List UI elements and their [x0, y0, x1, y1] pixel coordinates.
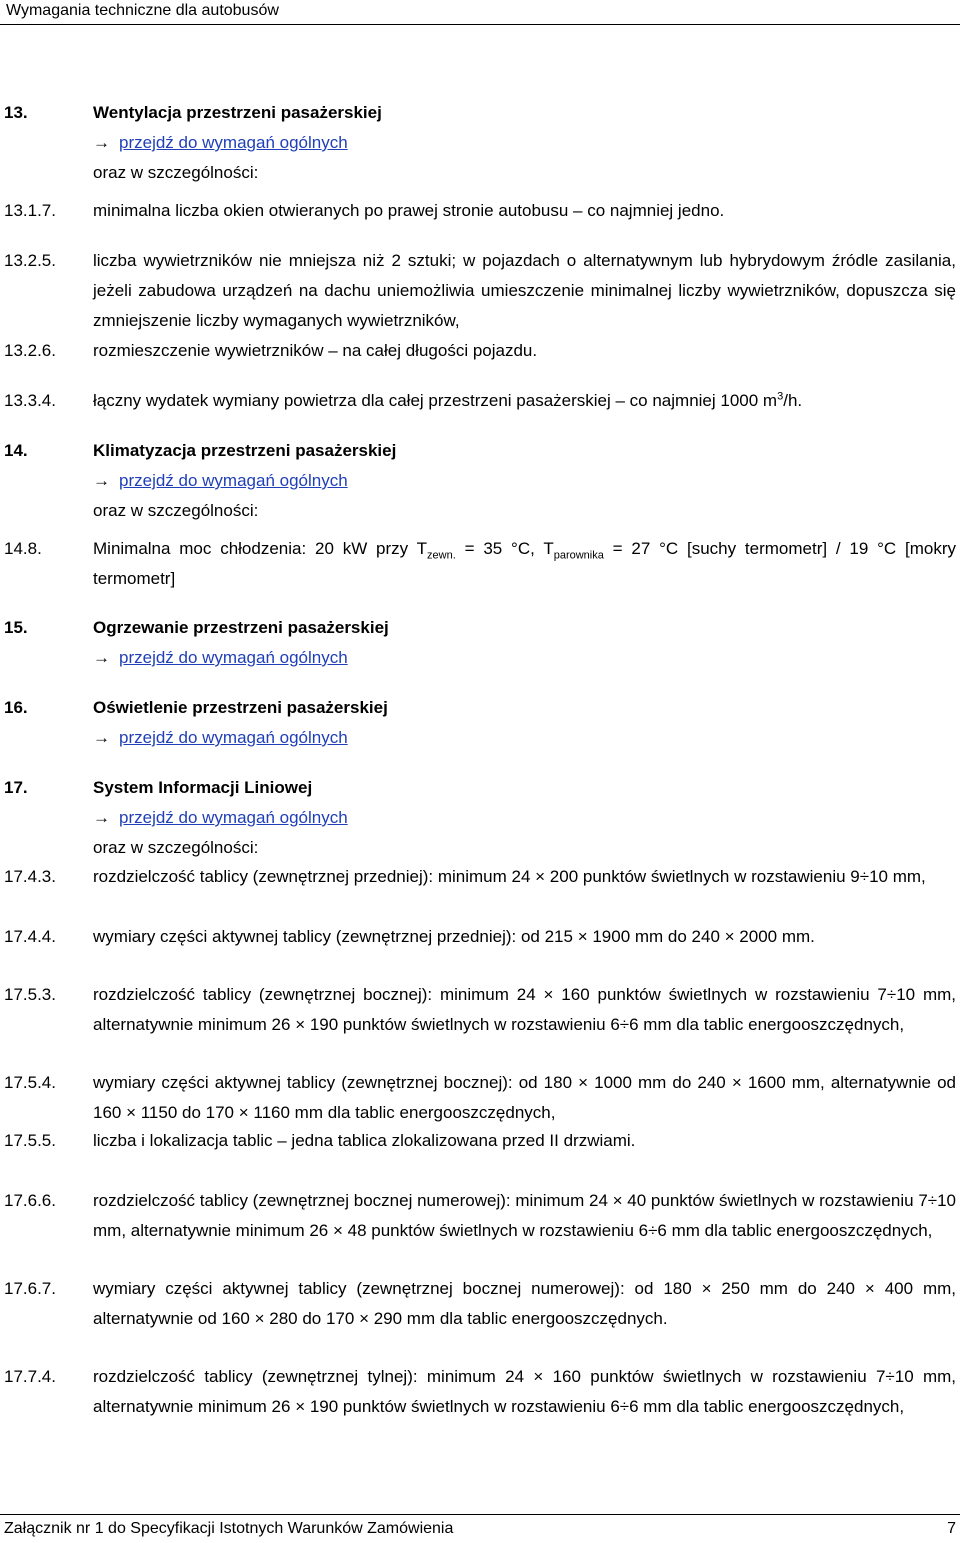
section-title: Klimatyzacja przestrzeni pasażerskiej — [93, 441, 397, 460]
item-text: Minimalna moc chłodzenia: 20 kW przy $T_{zewn.} = 35$ °C, $T_{parownika} = 27$ °C [suchy termometr] / 19 °C [mokry termometr] — [93, 539, 956, 588]
arrow-right-icon: → — [93, 728, 110, 747]
item-text: liczba i lokalizacja tablic – jedna tablica zlokalizowana przed II drzwiami. — [93, 1131, 636, 1150]
item-text: rozdzielczość tablicy (zewnętrznej bocznej numerowej): minimum 24 × 40 punktów świetlnych w rozstawieniu 7÷10 mm, alternatywnie minimum 26 × 48 punktów świetlnych w rozstawieniu 6÷6 mm dla tablic energooszczędnych, — [93, 1191, 957, 1240]
item-text: liczba wywietrzników nie mniejsza niż 2 sztuki; w pojazdach o alternatywnym lub hybrydowym źródle zasilania, jeżeli zabudowa urządzeń na dachu uniemożliwia umieszczenie minimalnej liczby wywietrzników, dopuszcza się zmniejszenie liczby wymaganych wywietrzników, — [93, 251, 956, 330]
section-number: 13. — [4, 103, 28, 122]
page-header — [0, 0, 960, 25]
item-text: rozdzielczość tablicy (zewnętrznej przedniej): minimum 24 × 200 punktów świetlnych w rozstawieniu 9÷10 mm, — [93, 867, 926, 886]
section-number: 15. — [4, 618, 28, 637]
section-title: Ogrzewanie przestrzeni pasażerskiej — [93, 618, 389, 637]
footer-text: Załącznik nr 1 do Specyfikacji Istotnych Warunków Zamówienia — [4, 1520, 454, 1537]
item-text: wymiary części aktywnej tablicy (zewnętrznej bocznej numerowej): od 180 × 250 mm do 240 × 400 mm, alternatywnie od 160 × 280 do 170 × 290 mm dla tablic energooszczędnych. — [93, 1279, 956, 1328]
general-requirements-link[interactable]: przejdź do wymagań ogólnych — [119, 648, 348, 667]
item-number: 13.2.6. — [4, 341, 56, 360]
item-text: minimalna liczba okien otwieranych po prawej stronie autobusu – co najmniej jedno. — [93, 201, 725, 220]
item-number: 13.2.5. — [4, 251, 56, 270]
item-number: 17.5.5. — [4, 1131, 56, 1150]
item-text: wymiary części aktywnej tablicy (zewnętrznej przedniej): od 215 × 1900 mm do 240 × 2000 mm. — [93, 927, 815, 946]
section-number: 14. — [4, 441, 28, 460]
section-title: System Informacji Liniowej — [93, 778, 313, 797]
item-text: rozdzielczość tablicy (zewnętrznej bocznej): minimum 24 × 160 punktów świetlnych w rozstawieniu 7÷10 mm, alternatywnie minimum 26 × 190 punktów świetlnych w rozstawieniu 6÷6 mm dla tablic energooszczędnych, — [93, 985, 956, 1034]
general-requirements-link[interactable]: przejdź do wymagań ogólnych — [119, 808, 348, 827]
item-number: 17.4.3. — [4, 867, 56, 886]
item-text: rozmieszczenie wywietrzników – na całej długości pojazdu. — [93, 341, 538, 360]
page-footer — [0, 1514, 960, 1541]
general-requirements-link[interactable]: przejdź do wymagań ogólnych — [119, 728, 348, 747]
general-requirements-link[interactable]: przejdź do wymagań ogólnych — [119, 471, 348, 490]
item-number: 13.3.4. — [4, 391, 56, 410]
arrow-right-icon: → — [93, 471, 110, 490]
item-number: 17.5.3. — [4, 985, 56, 1004]
item-number: 17.7.4. — [4, 1367, 56, 1386]
section-number: 17. — [4, 778, 28, 797]
arrow-right-icon: → — [93, 648, 110, 667]
general-requirements-link[interactable]: przejdź do wymagań ogólnych — [119, 133, 348, 152]
header-title: Wymagania techniczne dla autobusów — [6, 2, 279, 19]
page-number: 7 — [947, 1520, 956, 1537]
section-number: 16. — [4, 698, 28, 717]
item-number: 17.6.6. — [4, 1191, 56, 1210]
arrow-right-icon: → — [93, 808, 110, 827]
item-number: 14.8. — [4, 539, 42, 558]
item-number: 17.5.4. — [4, 1073, 56, 1092]
item-text: wymiary części aktywnej tablicy (zewnętrznej bocznej): od 180 × 1000 mm do 240 × 1600 mm, alternatywnie od 160 × 1150 do 170 × 1160 mm dla tablic energooszczędnych, — [93, 1073, 956, 1122]
item-text: łączny wydatek wymiany powietrza dla całej przestrzeni pasażerskiej – co najmniej 1000 $m^3/h$. — [93, 390, 803, 410]
section-title: Oświetlenie przestrzeni pasażerskiej — [93, 698, 388, 717]
item-text: rozdzielczość tablicy (zewnętrznej tylnej): minimum 24 × 160 punktów świetlnych w rozstawieniu 7÷10 mm, alternatywnie minimum 26 × 190 punktów świetlnych w rozstawieniu 6÷6 mm dla tablic energooszczędnych, — [93, 1367, 956, 1416]
item-number: 13.1.7. — [4, 201, 56, 220]
item-number: 17.4.4. — [4, 927, 56, 946]
arrow-right-icon: → — [93, 133, 110, 152]
section-title: Wentylacja przestrzeni pasażerskiej — [93, 103, 382, 122]
item-number: 17.6.7. — [4, 1279, 56, 1298]
